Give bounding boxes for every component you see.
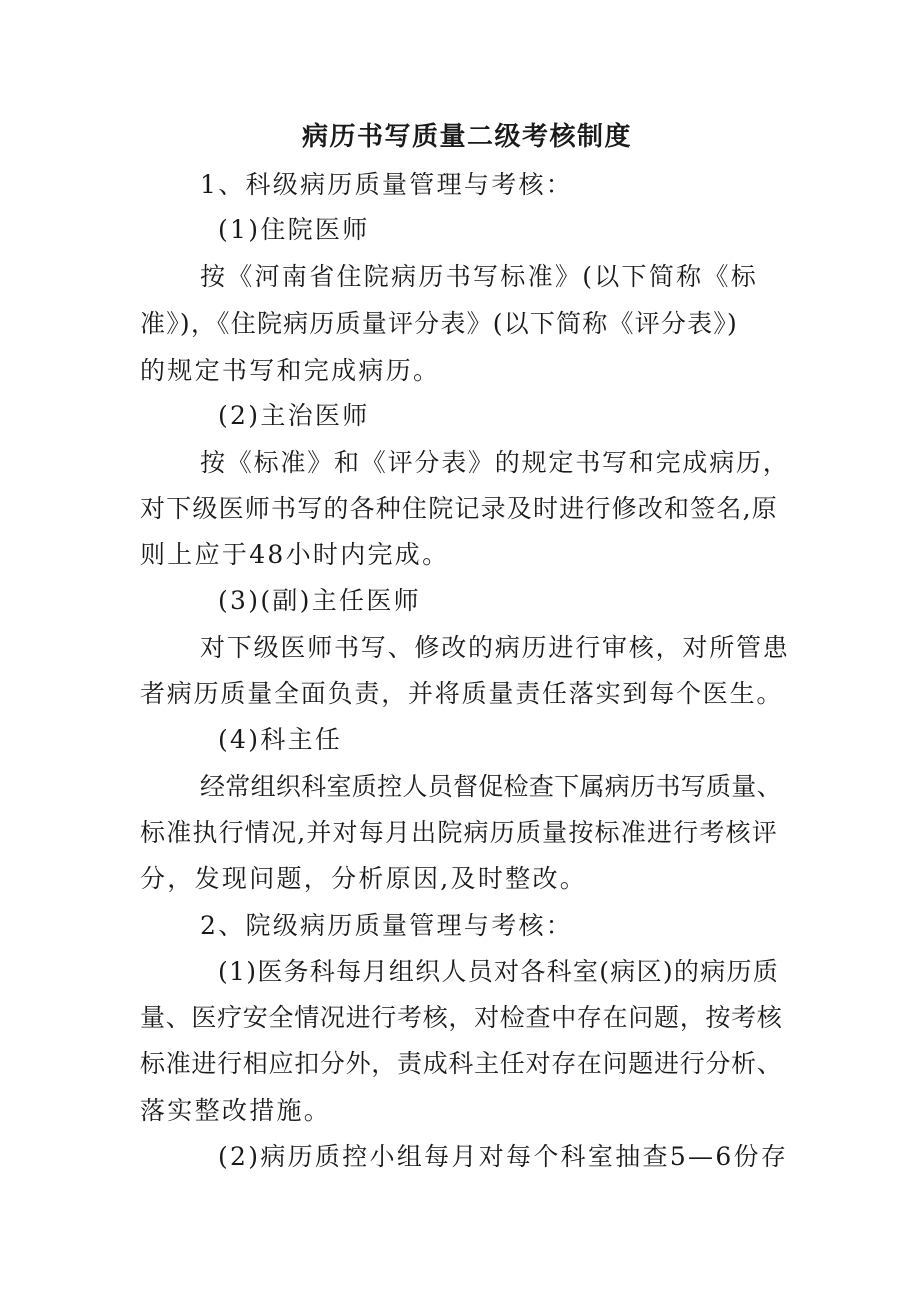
paragraph-line: 落实整改措施。	[140, 1096, 332, 1125]
paragraph-line: 准》)，《住院病历质量评分表》(以下简称《评分表》)	[140, 309, 738, 338]
subsection-heading: (2)主治医师	[218, 401, 370, 430]
section-heading: 1、科级病历质量管理与考核：	[200, 170, 574, 199]
paragraph-line: 按《标准》和《评分表》的规定书写和完成病历，	[200, 448, 790, 477]
paragraph-line: 分，发现问题，分析原因,及时整改。	[140, 864, 588, 893]
document-title: 病历书写质量二级考核制度	[302, 122, 633, 152]
paragraph-line: (2)病历质控小组每月对每个科室抽查5—6份存	[218, 1142, 789, 1171]
subsection-heading: (3)(副)主任医师	[218, 586, 421, 615]
subsection-heading: (4)科主任	[218, 725, 343, 754]
paragraph-line: 标准进行相应扣分外，责成科主任对存在问题进行分析、	[140, 1049, 783, 1078]
paragraph-line: 对下级医师书写的各种住院记录及时进行修改和签名,原	[140, 494, 778, 523]
paragraph-line: 的规定书写和完成病历。	[140, 356, 441, 385]
paragraph-line: 按《河南省住院病历书写标准》(以下简称《标	[200, 262, 759, 291]
paragraph-line: 标准执行情况,并对每月出院病历质量按标准进行考核评	[140, 818, 778, 847]
paragraph-line: 经常组织科室质控人员督促检查下属病历书写质量、	[200, 772, 782, 801]
paragraph-line: 者病历质量全面负责，并将质量责任落实到每个医生。	[140, 679, 784, 708]
paragraph-line: (1)医务科每月组织人员对各科室(病区)的病历质	[218, 957, 780, 986]
paragraph-line: 对下级医师书写、修改的病历进行审核，对所管患	[200, 633, 790, 662]
subsection-heading: (1)住院医师	[218, 215, 370, 244]
paragraph-line: 量、医疗安全情况进行考核，对检查中存在问题，按考核	[140, 1003, 783, 1032]
paragraph-line: 则上应于48小时内完成。	[140, 540, 450, 569]
section-heading: 2、院级病历质量管理与考核：	[200, 911, 574, 940]
